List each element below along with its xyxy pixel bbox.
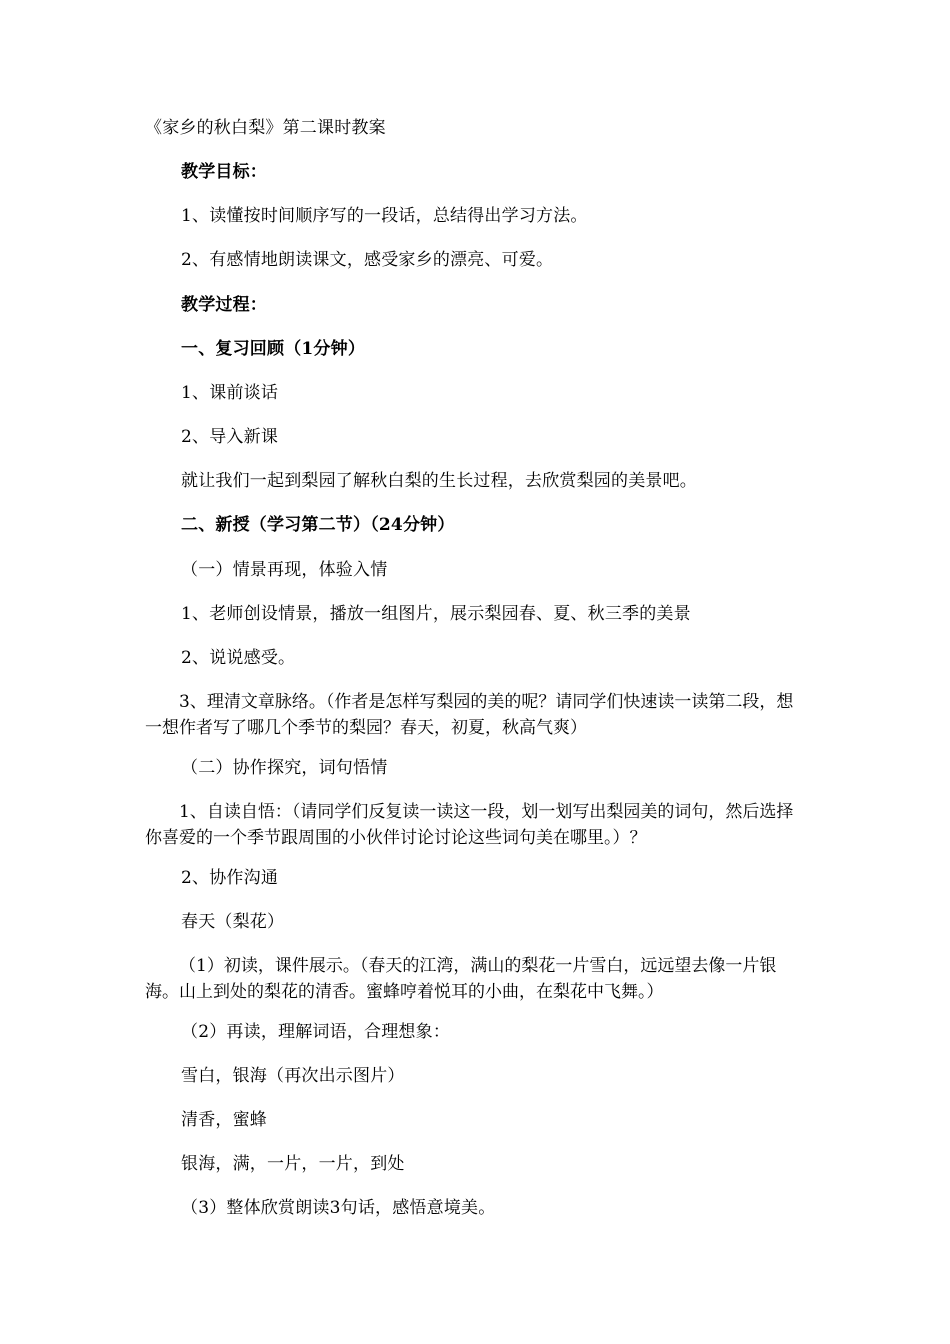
paragraph: 银海，满，一片，一片，到处 bbox=[181, 1154, 405, 1174]
goal-item: 2、有感情地朗读课文，感受家乡的漂亮、可爱。 bbox=[181, 250, 554, 270]
paragraph: 清香，蜜蜂 bbox=[181, 1110, 267, 1130]
section-heading: 一、复习回顾（1分钟） bbox=[181, 339, 366, 359]
list-item: 2、导入新课 bbox=[181, 427, 279, 447]
paragraph: 1、自读自悟：（请同学们反复读一读这一段，划一划写出梨园美的词句，然后选择你喜爱的一个季节跟周围的小伙伴讨论讨论这些词句美在哪里。）？ bbox=[145, 802, 794, 848]
paragraph: 就让我们一起到梨园了解秋白梨的生长过程，去欣赏梨园的美景吧。 bbox=[181, 471, 697, 491]
subsection-heading: （二）协作探究，词句悟情 bbox=[181, 758, 388, 778]
paragraph: 雪白，银海（再次出示图片） bbox=[181, 1066, 405, 1086]
goals-heading: 教学目标： bbox=[181, 162, 267, 182]
process-heading: 教学过程： bbox=[181, 295, 267, 315]
paragraph: （1）初读，课件展示。（春天的江湾，满山的梨花一片雪白，远远望去像一片银海。山上到处的梨花的清香。蜜蜂哼着悦耳的小曲，在梨花中飞舞。） bbox=[145, 956, 777, 1002]
list-item: 2、协作沟通 bbox=[181, 868, 279, 888]
list-item: 1、老师创设情景，播放一组图片，展示梨园春、夏、秋三季的美景 bbox=[181, 604, 691, 624]
list-item: （2）再读，理解词语，合理想象： bbox=[181, 1022, 451, 1042]
list-item: 2、说说感受。 bbox=[181, 648, 296, 668]
list-item: 1、课前谈话 bbox=[181, 383, 279, 403]
section-heading: 二、新授（学习第二节）（24分钟） bbox=[181, 515, 455, 535]
paragraph: 春天（梨花） bbox=[181, 912, 285, 932]
list-item: （3）整体欣赏朗读3句话，感悟意境美。 bbox=[181, 1198, 496, 1218]
goal-item: 1、读懂按时间顺序写的一段话，总结得出学习方法。 bbox=[181, 206, 588, 226]
paragraph: 3、理清文章脉络。（作者是怎样写梨园的美的呢？请同学们快速读一读第二段，想一想作者写了哪几个季节的梨园？春天，初夏，秋高气爽） bbox=[145, 692, 794, 738]
document-title: 《家乡的秋白梨》第二课时教案 bbox=[145, 118, 386, 138]
subsection-heading: （一）情景再现，体验入情 bbox=[181, 560, 388, 580]
